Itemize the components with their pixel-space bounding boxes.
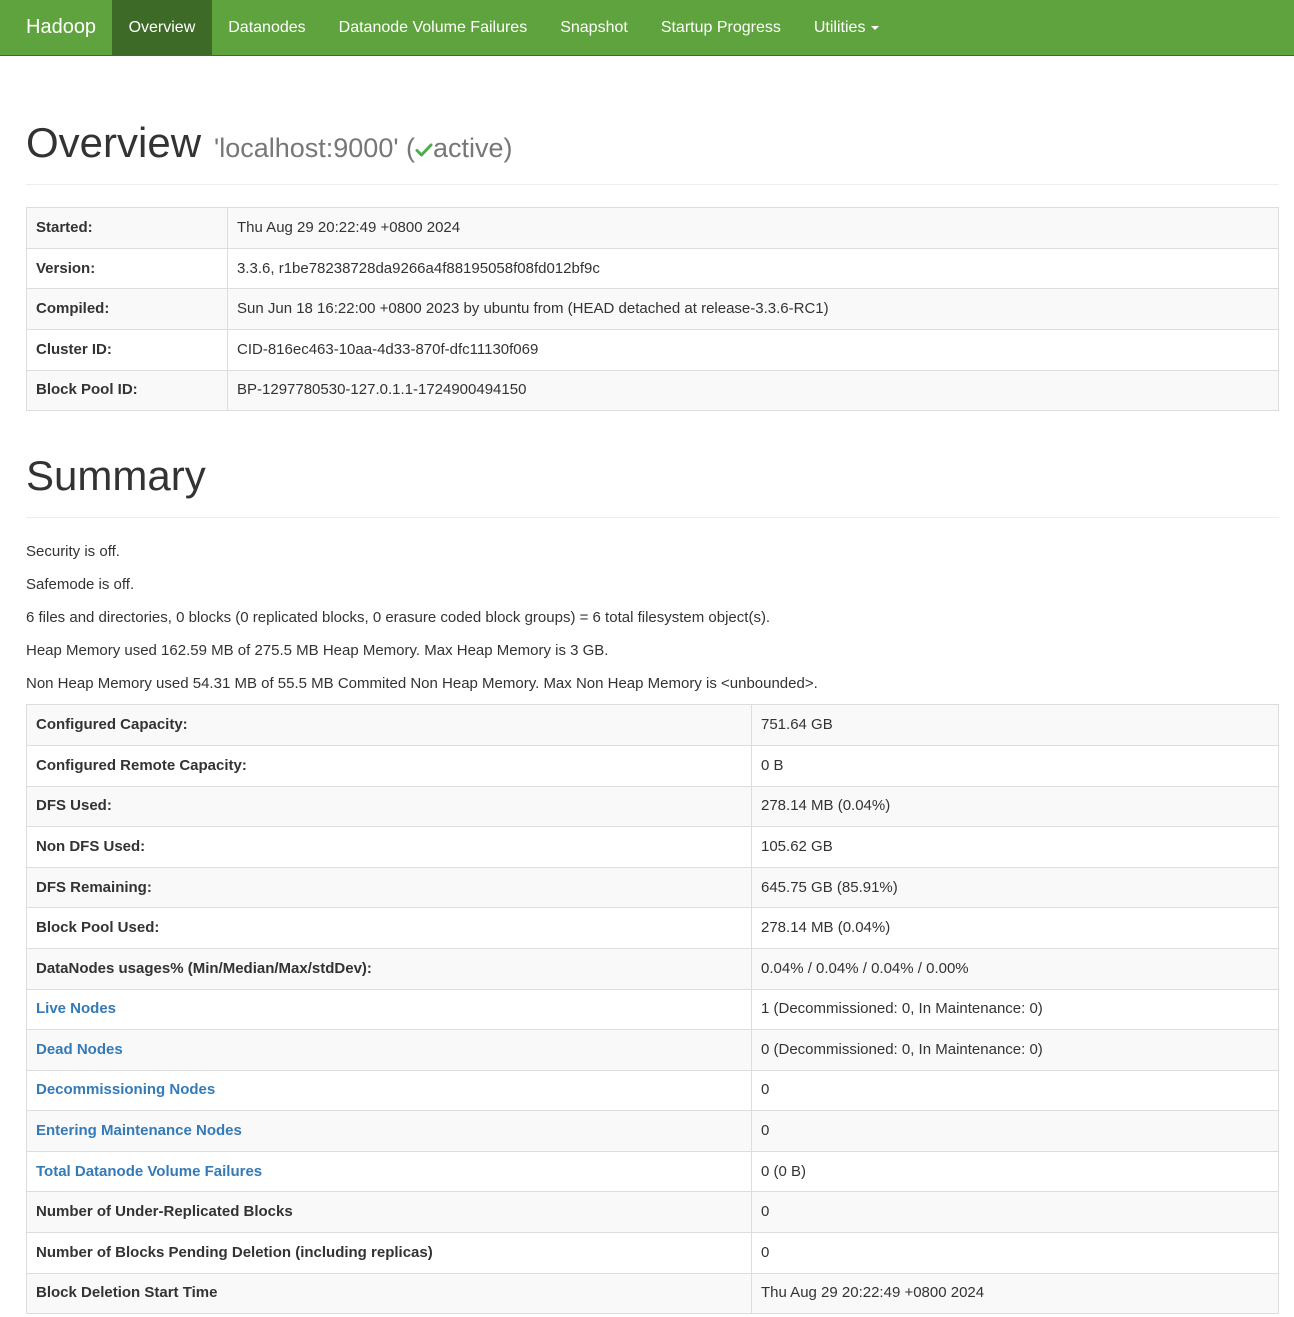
filesystem-objects: 6 files and directories, 0 blocks (0 replicated blocks, 0 erasure coded block groups) = 6 total filesystem object(s).: [26, 609, 771, 627]
row-value: Thu Aug 29 20:22:49 +0800 2024: [752, 1273, 1279, 1314]
row-value: 0: [752, 1192, 1279, 1233]
row-value: 0: [752, 1111, 1279, 1152]
summary-text: [26, 542, 1279, 694]
table-row: [27, 1273, 1279, 1314]
row-value: 645.75 GB (85.91%): [752, 867, 1279, 908]
overview-table: [26, 207, 1279, 411]
row-value: 3.3.6, r1be78238728da9266a4f88195058f08fd012bf9c: [228, 248, 1279, 289]
entering-maintenance-nodes-link[interactable]: Entering Maintenance Nodes: [36, 1122, 242, 1140]
row-key: Non DFS Used:: [27, 827, 752, 868]
row-value: 1 (Decommissioned: 0, In Maintenance: 0): [752, 989, 1279, 1030]
page-title: Overview: [26, 119, 202, 166]
table-row: [27, 989, 1279, 1030]
row-value: 278.14 MB (0.04%): [752, 786, 1279, 827]
nav-tab-overview[interactable]: [112, 0, 212, 55]
row-key: Block Deletion Start Time: [27, 1273, 752, 1314]
brand-link[interactable]: Hadoop: [26, 16, 97, 38]
row-key-cell: [27, 1111, 752, 1152]
nav-tab-label: Startup Progress: [660, 18, 781, 36]
row-key: Number of Blocks Pending Deletion (including replicas): [27, 1233, 752, 1274]
nav-menu: [112, 0, 896, 55]
nav-tab-label: Datanodes: [228, 18, 306, 36]
row-key: DFS Used:: [27, 786, 752, 827]
dead-nodes-link[interactable]: Dead Nodes: [36, 1040, 123, 1058]
row-value: 0 (Decommissioned: 0, In Maintenance: 0): [752, 1030, 1279, 1071]
row-key: DFS Remaining:: [27, 867, 752, 908]
row-key: DataNodes usages% (Min/Median/Max/stdDev):: [27, 948, 752, 989]
row-key: Block Pool Used:: [27, 908, 752, 949]
nav-tab-snapshot[interactable]: [544, 0, 645, 55]
row-value: BP-1297780530-127.0.1.1-1724900494150: [228, 370, 1279, 411]
total-datanode-volume-failures-link[interactable]: Total Datanode Volume Failures: [36, 1162, 263, 1180]
row-value: 0 (0 B): [752, 1151, 1279, 1192]
row-key: Version:: [27, 248, 228, 289]
safemode-status: Safemode is off.: [26, 576, 135, 594]
top-navbar: [0, 0, 1294, 56]
active-status: active): [432, 133, 513, 163]
decommissioning-nodes-link[interactable]: Decommissioning Nodes: [36, 1081, 216, 1099]
row-key: Number of Under-Replicated Blocks: [27, 1192, 752, 1233]
table-row: [27, 370, 1279, 411]
nav-tab-datanodes[interactable]: [212, 0, 322, 55]
row-key: Started:: [27, 208, 228, 249]
table-row: [27, 208, 1279, 249]
caret-down-icon: [871, 26, 879, 30]
nav-tab-datanode-volume-failures[interactable]: [322, 0, 544, 55]
table-row: [27, 867, 1279, 908]
row-value: Thu Aug 29 20:22:49 +0800 2024: [228, 208, 1279, 249]
row-value: 751.64 GB: [752, 705, 1279, 746]
table-row: [27, 289, 1279, 330]
row-key: Configured Capacity:: [27, 705, 752, 746]
row-key-cell: [27, 1030, 752, 1071]
row-key: Configured Remote Capacity:: [27, 745, 752, 786]
row-value: 0: [752, 1070, 1279, 1111]
nav-dropdown-utilities[interactable]: [797, 0, 896, 55]
table-row: [27, 1070, 1279, 1111]
table-row: [27, 745, 1279, 786]
host-address: 'localhost:9000' (: [214, 133, 415, 163]
row-key-cell: [27, 1070, 752, 1111]
table-row: [27, 1233, 1279, 1274]
nav-tab-label: Utilities: [813, 18, 866, 36]
table-row: [27, 329, 1279, 370]
namenode-status: [214, 133, 512, 164]
row-key-cell: [27, 989, 752, 1030]
nav-tab-label: Snapshot: [560, 18, 628, 36]
table-row: [27, 1111, 1279, 1152]
row-value: 0: [752, 1233, 1279, 1274]
heap-memory: Heap Memory used 162.59 MB of 275.5 MB Heap Memory. Max Heap Memory is 3 GB.: [26, 642, 609, 660]
nav-tab-label: Overview: [128, 18, 196, 36]
row-value: 278.14 MB (0.04%): [752, 908, 1279, 949]
nav-tab-startup-progress[interactable]: [644, 0, 797, 55]
table-row: [27, 948, 1279, 989]
row-key-cell: [27, 1151, 752, 1192]
summary-header: [26, 453, 1279, 518]
table-row: [27, 786, 1279, 827]
row-key: Cluster ID:: [27, 329, 228, 370]
row-value: Sun Jun 18 16:22:00 +0800 2023 by ubuntu from (HEAD detached at release-3.3.6-RC1): [228, 289, 1279, 330]
summary-table: [26, 704, 1279, 1314]
check-icon: [415, 141, 433, 159]
table-row: [27, 705, 1279, 746]
row-value: CID-816ec463-10aa-4d33-870f-dfc11130f069: [228, 329, 1279, 370]
row-key: Block Pool ID:: [27, 370, 228, 411]
security-status: Security is off.: [26, 543, 120, 561]
table-row: [27, 1192, 1279, 1233]
nav-tab-label: Datanode Volume Failures: [338, 18, 528, 36]
table-row: [27, 827, 1279, 868]
table-row: [27, 908, 1279, 949]
row-value: 105.62 GB: [752, 827, 1279, 868]
table-row: [27, 1151, 1279, 1192]
overview-header: [26, 120, 1279, 185]
main-content: [0, 120, 1294, 1314]
row-value: 0 B: [752, 745, 1279, 786]
non-heap-memory: Non Heap Memory used 54.31 MB of 55.5 MB Commited Non Heap Memory. Max Non Heap Memory is <unbounded>.: [26, 675, 818, 693]
table-row: [27, 1030, 1279, 1071]
row-value: 0.04% / 0.04% / 0.04% / 0.00%: [752, 948, 1279, 989]
row-key: Compiled:: [27, 289, 228, 330]
live-nodes-link[interactable]: Live Nodes: [36, 1000, 117, 1018]
section-title: Summary: [26, 452, 206, 500]
table-row: [27, 248, 1279, 289]
